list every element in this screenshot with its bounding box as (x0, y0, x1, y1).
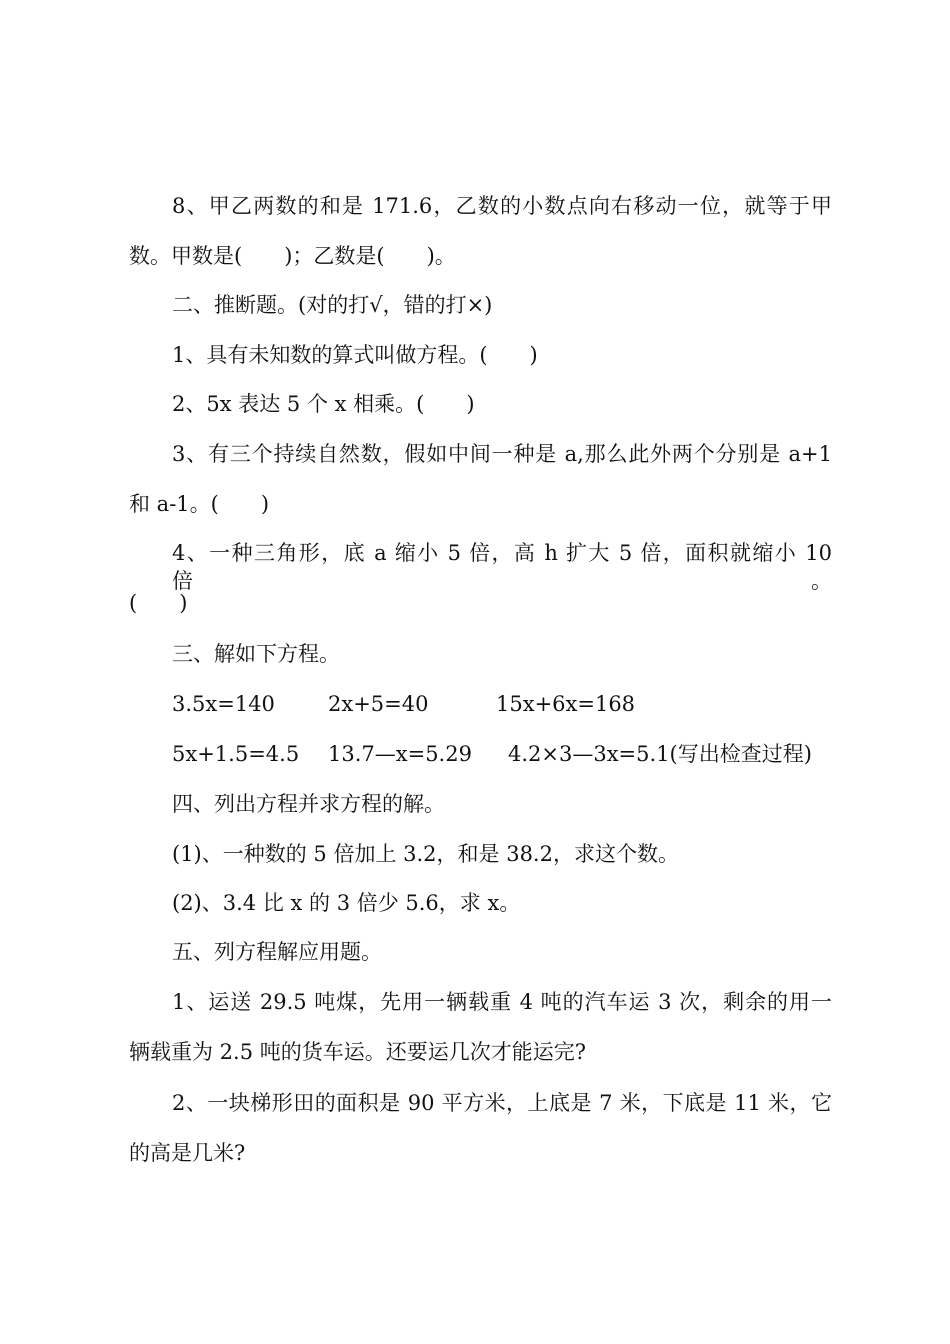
section2-item4-line2: ( ) (129, 591, 188, 615)
section5-item1-line2: 辆载重为 2.5 吨的货车运。还要运几次才能运完? (129, 1040, 587, 1064)
equation-5: 13.7—x=5.29 (328, 742, 472, 766)
equation-6: 4.2×3—3x=5.1(写出检查过程) (508, 742, 812, 766)
section2-heading: 二、推断题。(对的打√，错的打×) (172, 293, 493, 317)
section2-item4-line1: 4、一种三角形，底 a 缩小 5 倍，高 h 扩大 5 倍，面积就缩小 10 倍。 (172, 541, 832, 593)
section2-item1: 1、具有未知数的算式叫做方程。( ) (172, 343, 538, 367)
section5-item1-line1: 1、运送 29.5 吨煤，先用一辆载重 4 吨的汽车运 3 次，剩余的用一 (172, 990, 832, 1014)
section5-heading: 五、列方程解应用题。 (172, 940, 382, 964)
section4-heading: 四、列出方程并求方程的解。 (172, 792, 445, 816)
section2-item2: 2、5x 表达 5 个 x 相乘。( ) (172, 392, 475, 416)
section5-item2-line1: 2、一块梯形田的面积是 90 平方米，上底是 7 米，下底是 11 米，它 (172, 1091, 832, 1115)
section3-heading: 三、解如下方程。 (172, 642, 340, 666)
equation-2: 2x+5=40 (328, 692, 429, 716)
equation-4: 5x+1.5=4.5 (172, 742, 300, 766)
q8-line2: 数。甲数是( )；乙数是( )。 (129, 244, 456, 268)
section2-item3-line1: 3、有三个持续自然数，假如中间一种是 a,那么此外两个分别是 a+1 (172, 442, 832, 466)
section2-item3-line2: 和 a-1。( ) (129, 492, 270, 516)
equation-1: 3.5x=140 (172, 692, 275, 716)
q8-line1: 8、甲乙两数的和是 171.6，乙数的小数点向右移动一位，就等于甲 (172, 194, 832, 218)
section4-item1: (1)、一种数的 5 倍加上 3.2，和是 38.2，求这个数。 (172, 842, 679, 866)
section4-item2: (2)、3.4 比 x 的 3 倍少 5.6，求 x。 (172, 891, 521, 915)
equation-3: 15x+6x=168 (496, 692, 636, 716)
section5-item2-line2: 的高是几米? (129, 1141, 246, 1165)
